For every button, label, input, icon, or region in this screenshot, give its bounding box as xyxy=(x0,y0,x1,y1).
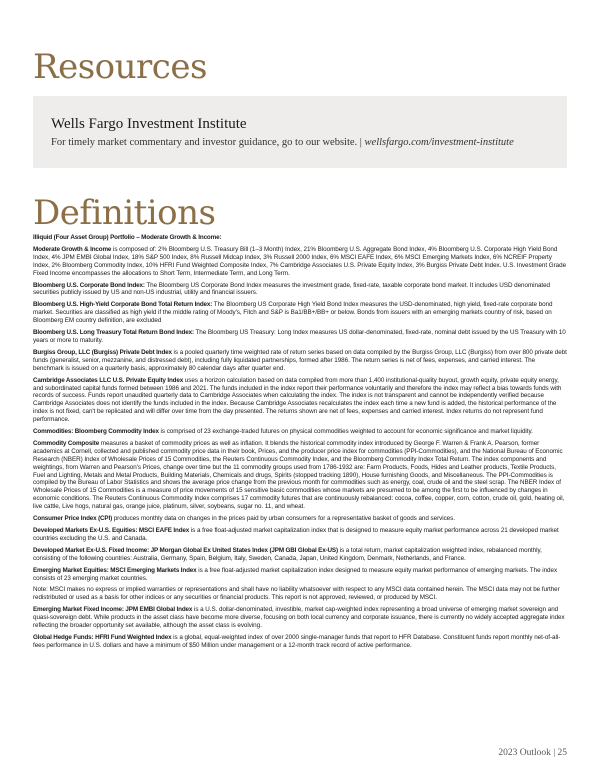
definition-item: Developed Market Ex-U.S. Fixed Income: JP Morgan Global Ex United States Index (JPM GBI Global Ex-US) is a total return, market capitalization weighted index, rebalanced monthly, consisting of the following countries: Australia, Germany, Spain, Belgium, Italy, Sweden, Canada, Japan, United Kingdom, Denmark, Netherlands, and France. xyxy=(33,546,542,562)
definition-item: Cambridge Associates LLC U.S. Private Equity Index uses a horizon calculation based on data compiled from more than 1,400 institutional-quality buyout, growth equity, private equity energy, and subordinated capital funds formed between 1986 and 2021. The funds included in the index report their performance voluntarily and therefore the index may reflect a bias towards funds with records of success. Funds report unaudited quarterly data to Cambridge Associates when calculating the index. The index is not transparent and cannot be independently verified because Cambridge Associates does not identify the funds included in the index. Because Cambridge Associates recalculates the index each time a new fund is added, the historical performance of the index is not fixed, can't be replicated and will differ over time from the day presented. The returns shown are net of fees, expenses and carried interest. Index returns do not represent fund performance. xyxy=(33,376,562,424)
definition-item: Bloomberg U.S. High-Yield Corporate Bond Total Return Index: The Bloomberg US Corporate High Yield Bond Index measures the USD-denominated, high yield, fixed-rate corporate bond market. Securities are classified as high yield if the middle rating of Moody's, Fitch and S&P is Ba1/BB+/BB+ or below. Bonds from issuers with an emerging markets country of risk, based on Bloomberg EM country definition, are excluded xyxy=(33,301,553,325)
definition-item: Commodities: Bloomberg Commodity Index is comprised of 23 exchange-traded futures on physical commodities weighted to account for economic significance and market liquidity. xyxy=(33,428,533,436)
definition-item: Commodity Composite measures a basket of commodity prices as well as inflation. It blends the historical commodity index introduced by George F. Warren & Frank A. Pearson, former academics at Cornell, collected and published commodity price data in their book, Prices, and the producer price index for commodities (PPI-Commodities), and the National Bureau of Economic Research (NBER) Index of Wholesale Prices of 15 Commodities, the Reuters Continuous Commodity Index, and the Bloomberg Commodity Index Total Return. The index components and weightings, from Warren and Pearson's Prices, change over time but the 11 commodity groups used from 1786-1932 are: Farm Products, Foods, Hides and Leather products, Textile Products, Fuel and Lighting, Metals and Metal Products, Building Materials, Chemicals and drugs, Spirits (stopped tracking 1890), House furnishing Goods, and Miscellaneous. The PPI-Commodities is compiled by the Bureau of Labor Statistics and shows the average price change from the previous month for commodities such as energy, coal, crude oil and the steel scrap. The NBER Index of Wholesale Prices of 15 Commodities is a measure of price movements of 15 sensitive basic commodities whose markets are presumed to be among the first to be influenced by changes in economic conditions. The Reuters Continuous Commodity Index comprises 17 commodity futures that are continuously rebalanced: cocoa, coffee, copper, corn, cotton, crude oil, gold, heating oil, live cattle, Live hogs, natural gas, orange juice, platinum, silver, soybeans, sugar no. 11, and wheat. xyxy=(33,439,565,511)
page-number: 25 xyxy=(557,748,567,758)
definition-item: Bloomberg U.S. Long Treasury Total Return Bond Index: The Bloomberg US Treasury: Long Index measures US dollar-denominated, fixed-rate, nominal debt issued by the US Treasury with 10 years or more to maturity. xyxy=(33,329,566,344)
footer-title: 2023 Outlook xyxy=(498,748,551,758)
separator: | xyxy=(359,137,362,148)
footer-separator: | xyxy=(553,748,556,758)
definition-item: Emerging Market Fixed Income: JPM EMBI Global Index is a U.S. dollar-denominated, investible, market cap-weighted index representing a broad universe of emerging market sovereign and quasi-sovereign debt. While products in the asset class have become more diverse, focusing on both local currency and corporate issuance, there is currently no widely accepted aggregate index reflecting the broader opportunity set available, although the asset class is evolving. xyxy=(33,606,565,630)
resources-title: Resources xyxy=(33,47,207,87)
website-link[interactable]: wellsfargo.com/investment-institute xyxy=(364,137,514,148)
definition-item: Global Hedge Funds: HFRI Fund Weighted Index is a global, equal-weighted index of over 2000 single-manager funds that report to HFR Database. Constituent funds report monthly net-of-all-fees performance in U.S. dollars and have a minimum of $50 Million under management or a 12-month track record of active performance. xyxy=(33,633,561,649)
institute-box xyxy=(33,96,567,168)
definitions-list xyxy=(33,234,567,654)
institute-text: For timely market commentary and investor guidance, go to our website. xyxy=(51,137,358,148)
definition-item: Moderate Growth & Income is composed of: 2% Bloomberg U.S. Treasury Bill (1–3 Month) Index, 21% Bloomberg U.S. Aggregate Bond Index, 4% Bloomberg U.S. Corporate High Yield Bond Index, 4% JPM EMBI Global Index, 18% S&P 500 Index, 8% Russell Midcap Index, 3% Russell 2000 Index, 6% MSCI EAFE Index, 6% MSCI Emerging Markets Index, 6% NCREIF Property Index, 2% Bloomberg Commodity Index, 10% HFRI Fund Weighted Composite Index, 7% Cambridge Associates U.S. Private Equity Index, 3% Burgiss Private Debt Index. U.S. Investment Grade Fixed Income encompasses the allocations to Short Term, Intermediate Term, and Long Term. xyxy=(33,245,567,277)
msci-note: Note: MSCI makes no express or implied warranties or representations and shall have no liability whatsoever with respect to any MSCI data contained herein. The MSCI data may not be further redistributed or used as a basis for other indices or any securities or financial products. This report is not approved, reviewed, or produced by MSCI. xyxy=(33,586,560,602)
institute-name: Wells Fargo Investment Institute xyxy=(51,116,247,132)
page-footer xyxy=(498,748,567,758)
definitions-title: Definitions xyxy=(33,193,216,233)
definition-item: Emerging Market Equities: MSCI Emerging Markets Index is a free float-adjusted market capitalization index designed to measure equity market performance of emerging markets. The index consists of 23 emerging market countries. xyxy=(33,566,558,582)
definition-item: Burgiss Group, LLC (Burgiss) Private Debt Index is a pooled quarterly time weighted rate of return series based on data compiled by the Burgiss Group, LLC (Burgiss) from over 800 private debt funds (generalist, senior, mezzanine, and distressed debt), including fully liquidated partnerships, formed after 1986. The return series is net of fees, expenses, and carried interest. The benchmark is issued on a quarterly basis, approximately 80 calendar days after quarter end. xyxy=(33,348,567,372)
definition-item: Developed Markets Ex-U.S. Equities: MSCI EAFE Index is a free float-adjusted market capitalization index that is designed to measure equity market performance across 21 developed market countries excluding the U.S. and Canada. xyxy=(33,527,559,542)
definition-item: Consumer Price Index (CPI) produces monthly data on changes in the prices paid by urban consumers for a representative basket of goods and services. xyxy=(33,515,455,523)
definition-item: Bloomberg U.S. Corporate Bond Index: The Bloomberg US Corporate Bond Index measures the investment grade, fixed-rate, taxable corporate bond market. It includes USD denominated securities publicly issued by US and non-US industrial, utility and financial issuers. xyxy=(33,281,551,297)
definition-item: Illiquid (Four Asset Group) Portfolio – Moderate Growth & Income: xyxy=(33,234,222,241)
institute-line xyxy=(51,137,514,148)
